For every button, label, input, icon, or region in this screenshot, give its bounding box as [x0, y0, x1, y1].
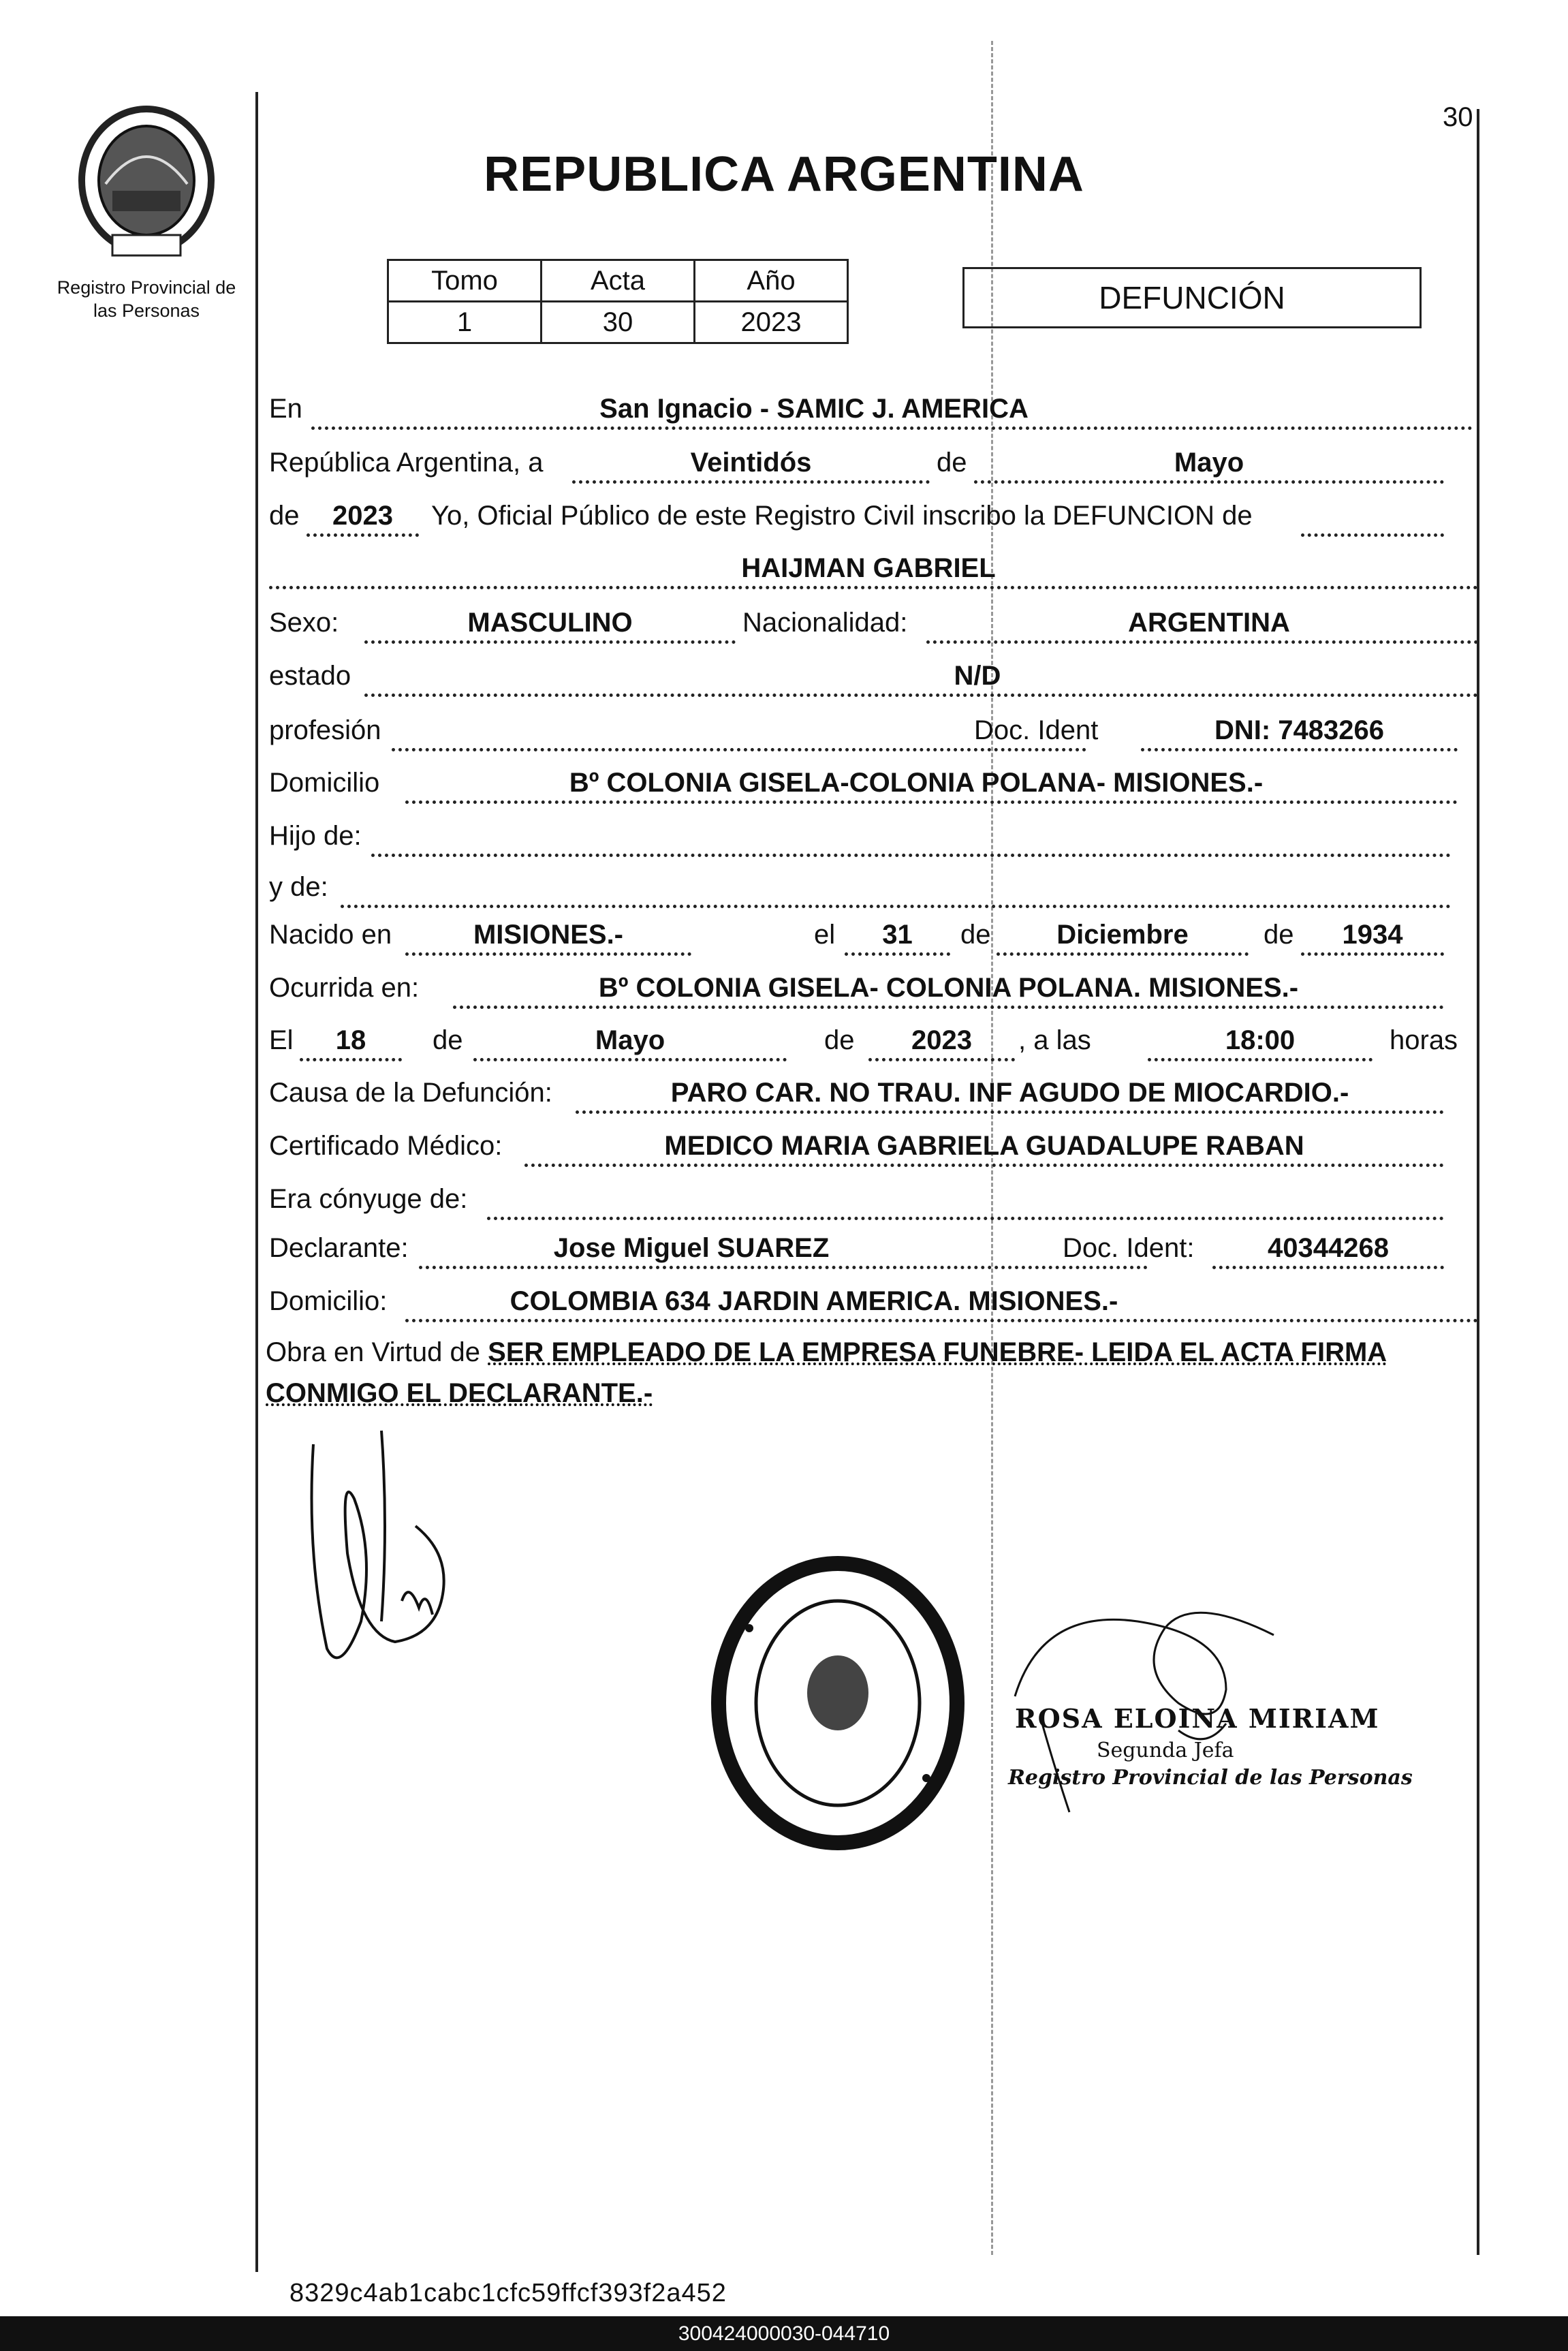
label-de: de [937, 448, 967, 478]
province-seal-logo [72, 102, 221, 266]
label-doc-ident: Doc. Ident [974, 715, 1099, 745]
document-type-box: DEFUNCIÓN [962, 267, 1422, 328]
row-fecha-inscripcion [269, 448, 1444, 488]
page-number: 30 [1443, 102, 1473, 132]
label-causa: Causa de la Defunción: [269, 1078, 552, 1108]
field-domicilio: Bº COLONIA GISELA-COLONIA POLANA- MISIONES.- [569, 768, 1264, 798]
field-nacido-anio: 1934 [1342, 920, 1403, 950]
dotted-line [576, 1110, 1444, 1114]
table-header-cell: Año [695, 260, 848, 302]
label-de: de [824, 1025, 855, 1055]
field-fallecio-mes: Mayo [595, 1025, 665, 1055]
label-obra: Obra en Virtud de [266, 1337, 481, 1367]
label-nacionalidad: Nacionalidad: [742, 608, 908, 638]
table-header-row [388, 260, 848, 302]
label-de: de [269, 501, 300, 531]
dotted-line [1141, 748, 1458, 751]
org-line-1: Registro Provincial de [57, 277, 236, 298]
row-conyuge [269, 1184, 1444, 1225]
field-anio-inscripcion: 2023 [332, 501, 393, 531]
label-de: de [1264, 920, 1294, 950]
field-documento: DNI: 7483266 [1214, 715, 1385, 745]
dotted-line [392, 748, 1086, 751]
dotted-line [524, 1164, 1444, 1167]
row-ocurrida-en [269, 973, 1444, 1014]
field-sexo: MASCULINO [467, 608, 633, 638]
field-obra-en-virtud: SER EMPLEADO DE LA EMPRESA FUNEBRE- LEIDA EL ACTA FIRMA CONMIGO EL DECLARANTE.- [266, 1337, 1387, 1408]
row-certificado [269, 1131, 1444, 1172]
field-mes-inscripcion: Mayo [1174, 448, 1244, 478]
dotted-line [997, 952, 1249, 956]
dotted-line [311, 426, 1473, 430]
dotted-line [1301, 952, 1444, 956]
field-fallecio-dia: 18 [335, 1025, 366, 1055]
field-fallecido: HAIJMAN GABRIEL [741, 553, 996, 583]
row-anio-inscripcion [269, 501, 1444, 542]
label-profesion: profesión [269, 715, 381, 745]
label-ocurrida-en: Ocurrida en: [269, 973, 420, 1003]
label-de: de [960, 920, 991, 950]
signer-office: Registro Provincial de las Personas [1008, 1766, 1413, 1790]
row-y-de [269, 872, 1451, 913]
dotted-line [974, 480, 1444, 484]
dotted-line [371, 854, 1451, 857]
declarant-signature [300, 1417, 477, 1703]
label-yo-texto: Yo, Oficial Público de este Registro Civil inscribo la DEFUNCION de [431, 501, 1253, 531]
dotted-line [487, 1217, 1444, 1220]
field-dia-inscripcion: Veintidós [690, 448, 812, 478]
dotted-line [364, 640, 736, 644]
barcode-number-bar: 300424000030-044710 [0, 2316, 1568, 2351]
tomo-acta-ano-table [387, 259, 849, 344]
row-hijo-de [269, 821, 1451, 862]
table-header-cell: Tomo [388, 260, 542, 302]
label-hijo-de: Hijo de: [269, 821, 362, 851]
official-round-stamp [702, 1546, 974, 1860]
row-sexo-nacionalidad [269, 608, 1478, 649]
dotted-line [572, 480, 930, 484]
dotted-line [453, 1006, 1444, 1009]
row-fallecido [269, 553, 1478, 594]
dotted-line [269, 586, 1478, 589]
field-nacido-mes: Diciembre [1056, 920, 1189, 950]
dotted-line [405, 800, 1458, 804]
field-declarante-domicilio: COLOMBIA 634 JARDIN AMERICA. MISIONES.- [509, 1286, 1118, 1316]
label-el: el [814, 920, 836, 950]
dotted-line [868, 1058, 1015, 1061]
dotted-line [405, 1319, 1478, 1322]
dotted-line [405, 952, 691, 956]
label-estado: estado [269, 661, 351, 691]
field-nacionalidad: ARGENTINA [1128, 608, 1290, 638]
page-title: REPUBLICA ARGENTINA [484, 147, 1084, 202]
table-row [388, 302, 848, 343]
row-obra-en-virtud [266, 1332, 1478, 1414]
dotted-line [300, 1058, 402, 1061]
signer-name: ROSA ELOINA MIRIAM [1015, 1703, 1380, 1734]
dotted-line [1301, 533, 1444, 537]
dotted-line [926, 640, 1478, 644]
label-domicilio: Domicilio: [269, 1286, 388, 1316]
label-conyuge: Era cónyuge de: [269, 1184, 468, 1214]
label-doc-ident: Doc. Ident: [1063, 1233, 1195, 1263]
row-estado [269, 661, 1478, 702]
label-domicilio: Domicilio [269, 768, 380, 798]
field-lugar: San Ignacio - SAMIC J. AMERICA [599, 394, 1029, 424]
table-cell: 2023 [695, 302, 848, 343]
dotted-line [845, 952, 950, 956]
org-line-2: las Personas [93, 300, 200, 321]
table-header-cell: Acta [542, 260, 695, 302]
field-ocurrida-en: Bº COLONIA GISELA- COLONIA POLANA. MISIONES.- [598, 973, 1299, 1003]
signer-role: Segunda Jefa [1097, 1739, 1234, 1762]
label-y-de: y de: [269, 872, 328, 902]
row-profesion [269, 715, 1458, 756]
dotted-line [341, 905, 1451, 908]
row-lugar [269, 394, 1478, 435]
label-declarante: Declarante: [269, 1233, 409, 1263]
label-nacido-en: Nacido en [269, 920, 392, 950]
left-margin-line [255, 92, 258, 2272]
row-causa [269, 1078, 1444, 1119]
field-hora: 18:00 [1225, 1025, 1296, 1055]
table-cell: 1 [388, 302, 542, 343]
label-certificado: Certificado Médico: [269, 1131, 503, 1161]
row-domicilio [269, 768, 1458, 809]
field-causa: PARO CAR. NO TRAU. INF AGUDO DE MIOCARDIO.- [670, 1078, 1349, 1108]
field-nacido-dia: 31 [882, 920, 913, 950]
field-certificado: MEDICO MARIA GABRIELA GUADALUPE RABAN [664, 1131, 1304, 1161]
row-declarante [269, 1233, 1444, 1274]
row-fecha-defuncion [269, 1025, 1458, 1066]
dotted-line [419, 1266, 1148, 1269]
row-nacido [269, 920, 1444, 961]
dotted-line [307, 533, 419, 537]
dotted-line [1148, 1058, 1373, 1061]
row-domicilio-declarante [269, 1286, 1478, 1327]
field-nacido-en: MISIONES.- [473, 920, 624, 950]
label-de: de [433, 1025, 463, 1055]
document-hash: 8329c4ab1cabc1cfc59ffcf393f2a452 [289, 2279, 727, 2307]
label-a-las: , a las [1018, 1025, 1091, 1055]
table-cell: 30 [542, 302, 695, 343]
dotted-line [364, 694, 1478, 697]
organization-name [37, 276, 255, 322]
field-declarante: Jose Miguel SUAREZ [553, 1233, 830, 1263]
label-republica: República Argentina, a [269, 448, 544, 478]
label-sexo: Sexo: [269, 608, 339, 638]
field-declarante-doc: 40344268 [1268, 1233, 1389, 1263]
field-fallecio-anio: 2023 [911, 1025, 972, 1055]
field-estado: N/D [954, 661, 1001, 691]
label-horas: horas [1390, 1025, 1458, 1055]
dotted-line [1212, 1266, 1444, 1269]
dotted-line [473, 1058, 787, 1061]
label-el: El [269, 1025, 294, 1055]
label-en: En [269, 394, 302, 424]
